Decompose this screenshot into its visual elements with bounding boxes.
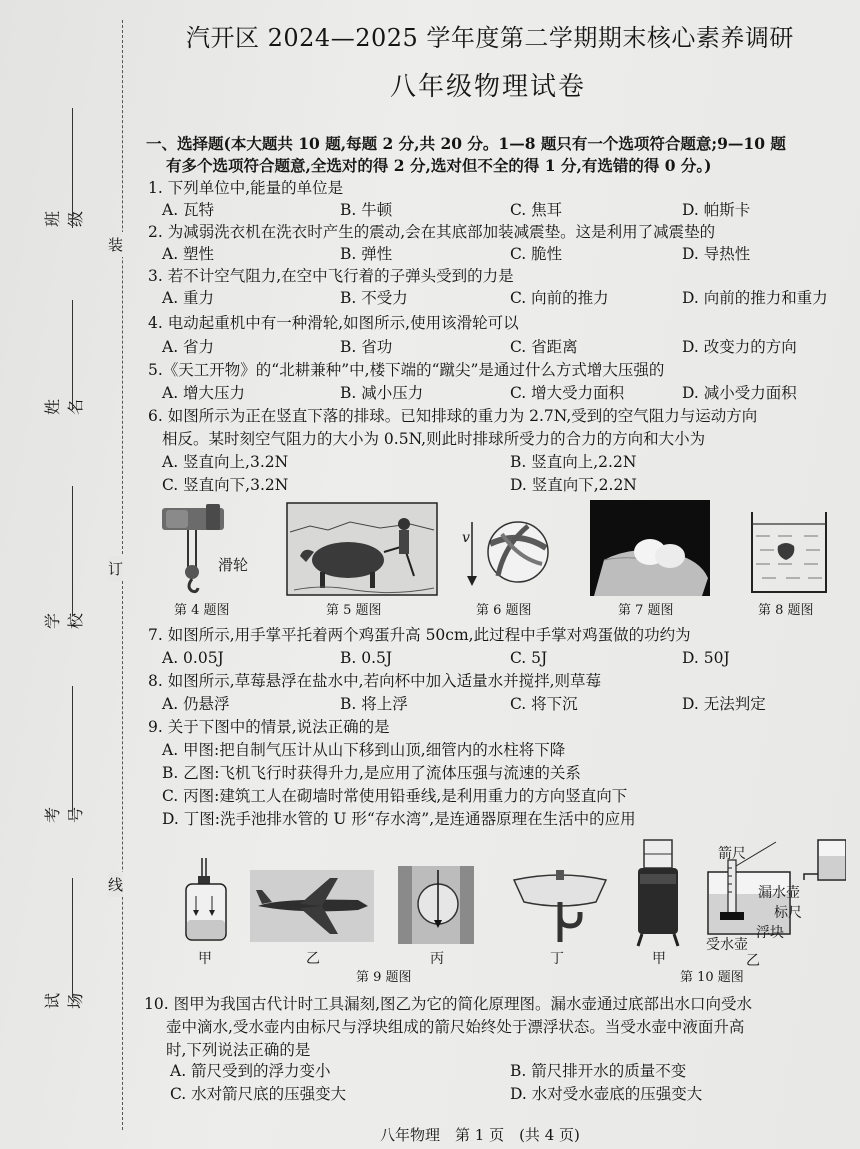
question-9-option-d: D. 丁图:洗手池排水管的 U 形“存水湾”,是连通器原理在生活中的应用	[162, 810, 636, 828]
question-3-option-c: C. 向前的推力	[510, 289, 609, 307]
question-2-option-b: B. 弹性	[340, 245, 393, 263]
figure-10-caption: 第 10 题图	[680, 970, 744, 985]
figure-10-label-leak: 漏水壶	[758, 885, 800, 901]
field-rule-school[interactable]	[72, 486, 73, 616]
figure-6-falling-volleyball	[458, 514, 550, 590]
question-6-option-a: A. 竖直向上,3.2N	[162, 453, 289, 471]
figure-10-label-receiver: 受水壶	[706, 937, 748, 953]
figure-10-label-jia: 甲	[652, 951, 666, 967]
question-5-option-b: B. 减小压力	[340, 384, 424, 402]
question-8-stem: 8. 如图所示,草莓悬浮在盐水中,若向杯中加入适量水并搅拌,则草莓	[148, 672, 601, 690]
question-1-option-b: B. 牛顿	[340, 201, 393, 219]
question-7-option-a: A. 0.05J	[162, 649, 224, 667]
question-2-option-a: A. 塑性	[162, 245, 215, 263]
question-9-stem: 9. 关于下图中的情景,说法正确的是	[148, 718, 390, 736]
question-7-stem: 7. 如图所示,用手掌平托着两个鸡蛋升高 50cm,此过程中手掌对鸡蛋做的功约为	[148, 626, 691, 644]
question-1-stem: 1. 下列单位中,能量的单位是	[148, 179, 344, 197]
question-4-option-b: B. 省功	[340, 338, 393, 356]
page-title: 汽开区 2024—2025 学年度第二学期期末核心素养调研	[186, 24, 794, 52]
figure-4-crane-pulley	[158, 500, 268, 596]
seal-char-xian: 线	[108, 872, 123, 897]
figure-9-label-ding: 丁	[550, 951, 564, 967]
figure-9-yi-airplane	[250, 870, 374, 942]
figure-7-caption: 第 7 题图	[618, 603, 674, 618]
figure-8-strawberry-in-salt-water	[748, 508, 830, 594]
question-8-option-a: A. 仍悬浮	[162, 695, 230, 713]
question-10-option-d: D. 水对受水壶底的压强变大	[510, 1085, 703, 1103]
question-10-option-b: B. 箭尺排开水的质量不变	[510, 1062, 687, 1080]
field-rule-exam-number[interactable]	[72, 686, 73, 816]
figure-5-caption: 第 5 题图	[326, 603, 382, 618]
question-10-stem-2: 壶中滴水,受水壶内由标尺与浮块组成的箭尺始终处于漂浮状态。当受水壶中液面升高	[166, 1018, 745, 1036]
question-5-option-d: D. 减小受力面积	[682, 384, 797, 402]
field-rule-name[interactable]	[72, 300, 73, 410]
question-2-stem: 2. 为减弱洗衣机在洗衣时产生的震动,会在其底部加装减震垫。这是利用了减震垫的	[148, 223, 716, 241]
question-8-option-b: B. 将上浮	[340, 695, 408, 713]
figure-9-ding-sink-trap	[510, 866, 610, 944]
question-3-option-a: A. 重力	[162, 289, 215, 307]
field-label-exam-number: 考号	[43, 807, 85, 824]
question-9-option-b: B. 乙图:飞机飞行时获得升力,是应用了流体压强与流速的关系	[162, 764, 581, 782]
figure-9-caption: 第 9 题图	[356, 970, 412, 985]
question-8-option-c: C. 将下沉	[510, 695, 578, 713]
figure-10-label-scale: 标尺	[774, 905, 802, 921]
question-6-option-c: C. 竖直向下,3.2N	[162, 476, 289, 494]
question-7-option-c: C. 5J	[510, 649, 548, 667]
binding-strip	[0, 0, 130, 1149]
question-5-option-c: C. 增大受力面积	[510, 384, 625, 402]
question-7-option-d: D. 50J	[682, 649, 730, 667]
section-heading-2: 有多个选项符合题意,全选对的得 2 分,选对但不全的得 1 分,有选错的得 0 分。)	[166, 156, 712, 175]
figure-4-pulley-label: 滑轮	[218, 556, 249, 574]
page-footer: 八年物理 第 1 页 (共 4 页)	[380, 1126, 580, 1144]
question-2-option-d: D. 导热性	[682, 245, 751, 263]
question-5-option-a: A. 增大压力	[162, 384, 246, 402]
field-label-class: 班级	[43, 211, 85, 228]
figure-10-label-float: 浮块	[756, 925, 784, 941]
figure-9-label-yi: 乙	[306, 951, 320, 967]
field-label-exam-room: 试场	[43, 993, 85, 1010]
question-1-option-c: C. 焦耳	[510, 201, 563, 219]
question-3-stem: 3. 若不计空气阻力,在空中飞行着的子弹头受到的力是	[148, 267, 514, 285]
question-3-option-d: D. 向前的推力和重力	[682, 289, 828, 307]
figure-8-caption: 第 8 题图	[758, 603, 814, 618]
question-7-option-b: B. 0.5J	[340, 649, 393, 667]
figure-9-bing-plumb-line	[398, 866, 474, 944]
page-subtitle: 八年级物理试卷	[390, 72, 587, 102]
question-4-option-c: C. 省距离	[510, 338, 578, 356]
question-9-option-c: C. 丙图:建筑工人在砌墙时常使用铅垂线,是利用重力的方向竖直向下	[162, 787, 628, 805]
question-1-option-a: A. 瓦特	[162, 201, 215, 219]
figure-5-ox-plough-woodcut	[286, 502, 438, 596]
question-4-option-a: A. 省力	[162, 338, 215, 356]
figure-9-label-jia: 甲	[198, 951, 212, 967]
section-heading-1: 一、选择题(本大题共 10 题,每题 2 分,共 20 分。1—8 题只有一个选项符合题意;9—10 题	[146, 134, 786, 153]
question-10-option-a: A. 箭尺受到的浮力变小	[170, 1062, 331, 1080]
seal-char-zhuang: 装	[108, 232, 123, 257]
figure-4-caption: 第 4 题图	[174, 603, 230, 618]
figure-7-hand-holding-eggs	[590, 500, 710, 596]
question-3-option-b: B. 不受力	[340, 289, 408, 307]
question-6-option-b: B. 竖直向上,2.2N	[510, 453, 637, 471]
figure-6-velocity-label: v	[462, 530, 470, 546]
question-8-option-d: D. 无法判定	[682, 695, 766, 713]
question-1-option-d: D. 帕斯卡	[682, 201, 751, 219]
question-4-option-d: D. 改变力的方向	[682, 338, 797, 356]
figure-9-label-bing: 丙	[430, 951, 444, 967]
question-6-stem-1: 6. 如图所示为正在竖直下落的排球。已知排球的重力为 2.7N,受到的空气阻力与运动方向	[148, 407, 758, 425]
field-rule-class[interactable]	[72, 108, 73, 228]
question-2-option-c: C. 脆性	[510, 245, 563, 263]
question-6-option-d: D. 竖直向下,2.2N	[510, 476, 637, 494]
question-4-stem: 4. 电动起重机中有一种滑轮,如图所示,使用该滑轮可以	[148, 314, 519, 332]
question-9-option-a: A. 甲图:把自制气压计从山下移到山顶,细管内的水柱将下降	[162, 741, 566, 759]
question-5-stem: 5.《天工开物》的“北耕兼种”中,楼下端的“蹴尖”是通过什么方式增大压强的	[148, 361, 665, 379]
question-10-option-c: C. 水对箭尺底的压强变大	[170, 1085, 347, 1103]
figure-10-jia-water-clock	[630, 838, 688, 948]
question-10-stem-3: 时,下列说法正确的是	[166, 1041, 311, 1059]
field-rule-exam-room[interactable]	[72, 878, 73, 998]
figure-9-jia-barometer	[182, 856, 230, 944]
question-6-stem-2: 相反。某时刻空气阻力的大小为 0.5N,则此时排球所受力的合力的方向和大小为	[162, 430, 706, 448]
figure-10-label-arrow: 箭尺	[718, 846, 746, 862]
question-10-stem-1: 10. 图甲为我国古代计时工具漏刻,图乙为它的简化原理图。漏水壶通过底部出水口向受水	[144, 995, 753, 1013]
seal-char-ding: 订	[108, 556, 123, 581]
field-label-name: 姓名	[43, 399, 85, 416]
field-label-school: 学校	[43, 613, 85, 630]
figure-6-caption: 第 6 题图	[476, 603, 532, 618]
figure-10-label-yi: 乙	[746, 953, 760, 969]
